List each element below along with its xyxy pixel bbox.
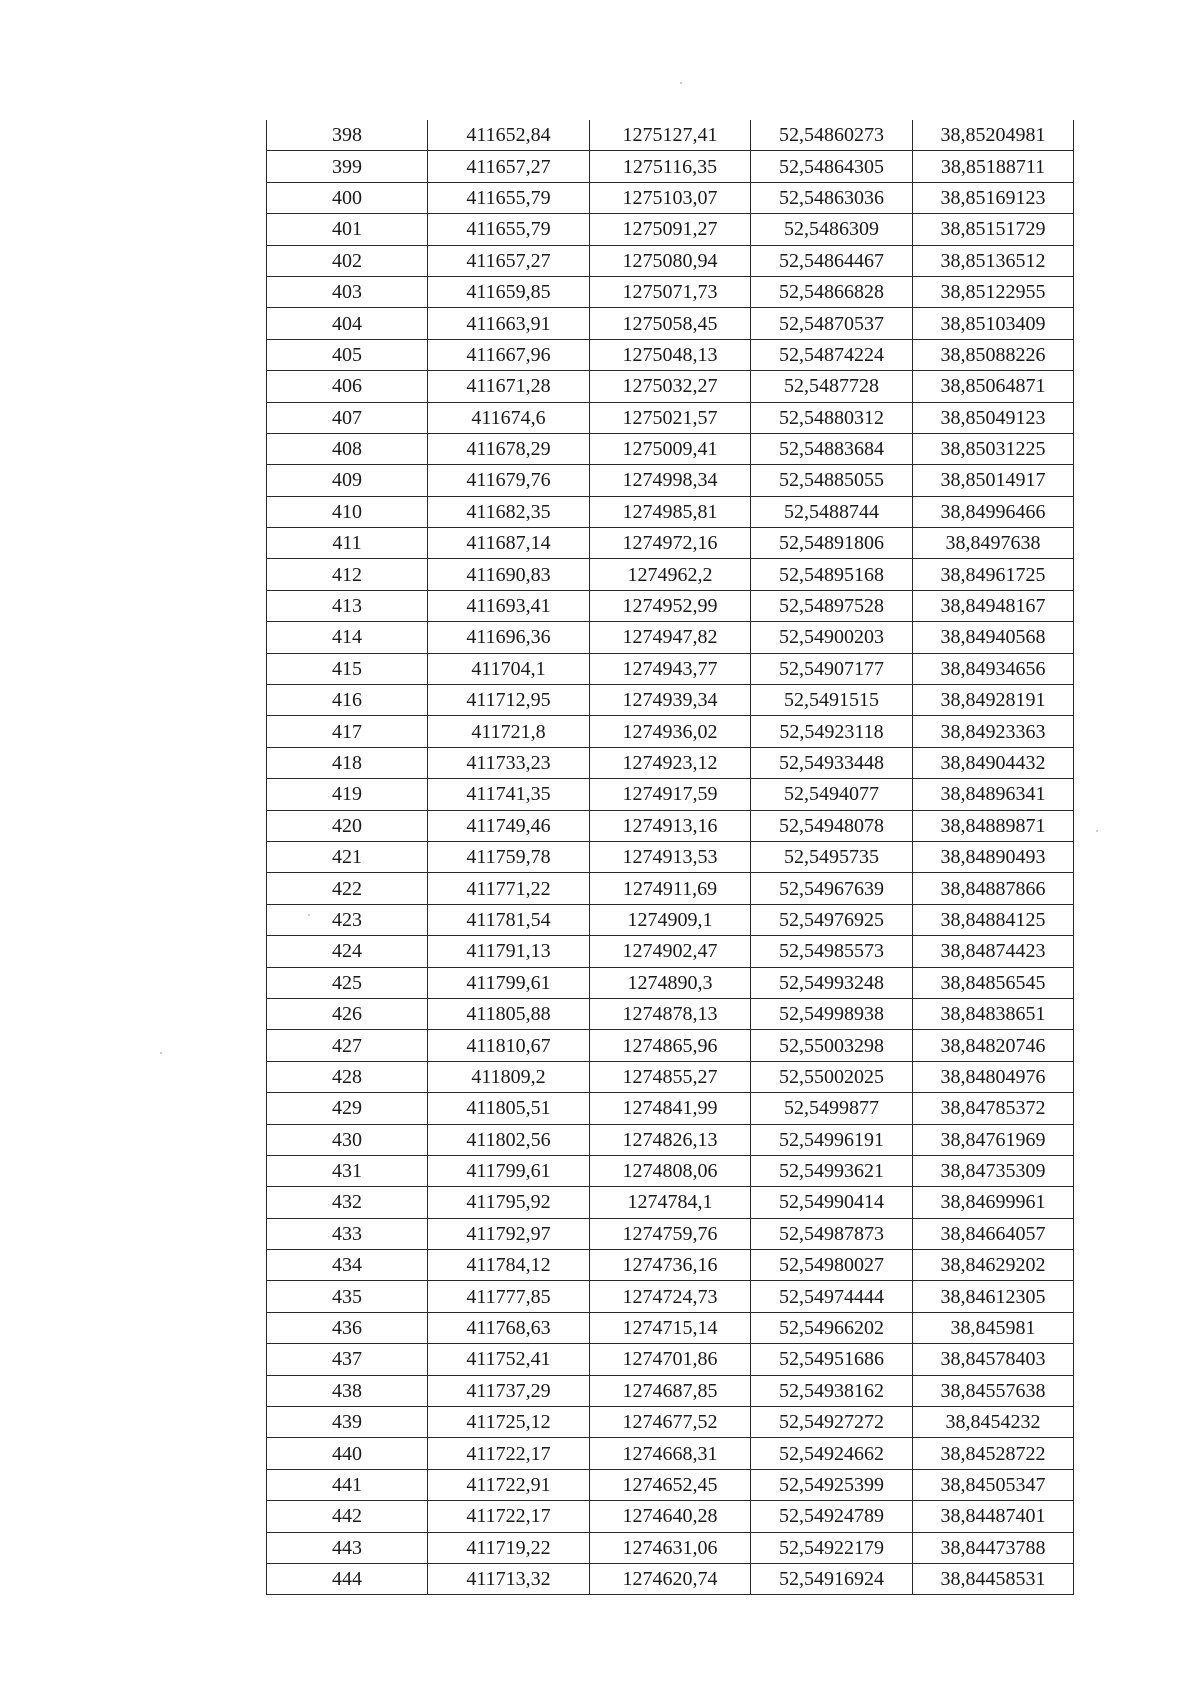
latitude-cell: 52,54998938 [751, 998, 913, 1029]
longitude-cell: 38,84856545 [913, 967, 1074, 998]
longitude-cell: 38,84820746 [913, 1030, 1074, 1061]
latitude-cell: 52,54866828 [751, 276, 913, 307]
point-number-cell: 426 [267, 998, 428, 1029]
x-coordinate-cell: 411771,22 [428, 873, 590, 904]
latitude-cell: 52,54907177 [751, 653, 913, 684]
longitude-cell: 38,85014917 [913, 465, 1074, 496]
point-number-cell: 398 [267, 120, 428, 151]
point-number-cell: 399 [267, 151, 428, 182]
x-coordinate-cell: 411690,83 [428, 559, 590, 590]
table-row [267, 245, 1074, 276]
longitude-cell: 38,84934656 [913, 653, 1074, 684]
latitude-cell: 52,54885055 [751, 465, 913, 496]
latitude-cell: 52,54938162 [751, 1375, 913, 1406]
y-coordinate-cell: 1274841,99 [590, 1093, 751, 1124]
x-coordinate-cell: 411795,92 [428, 1187, 590, 1218]
latitude-cell: 52,54924662 [751, 1438, 913, 1469]
y-coordinate-cell: 1274943,77 [590, 653, 751, 684]
longitude-cell: 38,84804976 [913, 1061, 1074, 1092]
longitude-cell: 38,84896341 [913, 779, 1074, 810]
latitude-cell: 52,54933448 [751, 747, 913, 778]
y-coordinate-cell: 1274998,34 [590, 465, 751, 496]
table-row [267, 1093, 1074, 1124]
x-coordinate-cell: 411752,41 [428, 1344, 590, 1375]
point-number-cell: 406 [267, 371, 428, 402]
longitude-cell: 38,84487401 [913, 1501, 1074, 1532]
point-number-cell: 424 [267, 936, 428, 967]
y-coordinate-cell: 1275091,27 [590, 214, 751, 245]
table-row [267, 1155, 1074, 1186]
point-number-cell: 413 [267, 590, 428, 621]
x-coordinate-cell: 411805,88 [428, 998, 590, 1029]
x-coordinate-cell: 411741,35 [428, 779, 590, 810]
x-coordinate-cell: 411777,85 [428, 1281, 590, 1312]
table-row [267, 1563, 1074, 1594]
table-row [267, 590, 1074, 621]
point-number-cell: 438 [267, 1375, 428, 1406]
point-number-cell: 427 [267, 1030, 428, 1061]
x-coordinate-cell: 411722,91 [428, 1469, 590, 1500]
table-row [267, 936, 1074, 967]
x-coordinate-cell: 411667,96 [428, 339, 590, 370]
table-row [267, 1469, 1074, 1500]
table-row [267, 998, 1074, 1029]
longitude-cell: 38,8497638 [913, 528, 1074, 559]
point-number-cell: 441 [267, 1469, 428, 1500]
point-number-cell: 418 [267, 747, 428, 778]
x-coordinate-cell: 411784,12 [428, 1250, 590, 1281]
x-coordinate-cell: 411733,23 [428, 747, 590, 778]
scan-speck [1096, 830, 1098, 832]
y-coordinate-cell: 1274913,16 [590, 810, 751, 841]
longitude-cell: 38,85103409 [913, 308, 1074, 339]
point-number-cell: 411 [267, 528, 428, 559]
table-row [267, 214, 1074, 245]
point-number-cell: 409 [267, 465, 428, 496]
x-coordinate-cell: 411799,61 [428, 1155, 590, 1186]
latitude-cell: 52,54883684 [751, 433, 913, 464]
table-row [267, 873, 1074, 904]
point-number-cell: 442 [267, 1501, 428, 1532]
table-row [267, 465, 1074, 496]
point-number-cell: 421 [267, 841, 428, 872]
table-row [267, 402, 1074, 433]
table-row [267, 496, 1074, 527]
table-row [267, 1407, 1074, 1438]
latitude-cell: 52,54895168 [751, 559, 913, 590]
point-number-cell: 440 [267, 1438, 428, 1469]
point-number-cell: 401 [267, 214, 428, 245]
x-coordinate-cell: 411704,1 [428, 653, 590, 684]
point-number-cell: 436 [267, 1312, 428, 1343]
y-coordinate-cell: 1274784,1 [590, 1187, 751, 1218]
x-coordinate-cell: 411679,76 [428, 465, 590, 496]
coordinates-table [266, 120, 1074, 1595]
latitude-cell: 52,54951686 [751, 1344, 913, 1375]
latitude-cell: 52,54993248 [751, 967, 913, 998]
longitude-cell: 38,84940568 [913, 622, 1074, 653]
point-number-cell: 433 [267, 1218, 428, 1249]
point-number-cell: 420 [267, 810, 428, 841]
longitude-cell: 38,84948167 [913, 590, 1074, 621]
longitude-cell: 38,84664057 [913, 1218, 1074, 1249]
x-coordinate-cell: 411663,91 [428, 308, 590, 339]
point-number-cell: 430 [267, 1124, 428, 1155]
point-number-cell: 435 [267, 1281, 428, 1312]
y-coordinate-cell: 1274826,13 [590, 1124, 751, 1155]
y-coordinate-cell: 1274890,3 [590, 967, 751, 998]
x-coordinate-cell: 411737,29 [428, 1375, 590, 1406]
y-coordinate-cell: 1275032,27 [590, 371, 751, 402]
longitude-cell: 38,845981 [913, 1312, 1074, 1343]
longitude-cell: 38,85064871 [913, 371, 1074, 402]
y-coordinate-cell: 1275058,45 [590, 308, 751, 339]
longitude-cell: 38,85122955 [913, 276, 1074, 307]
table-row [267, 1501, 1074, 1532]
x-coordinate-cell: 411781,54 [428, 904, 590, 935]
point-number-cell: 431 [267, 1155, 428, 1186]
x-coordinate-cell: 411657,27 [428, 151, 590, 182]
point-number-cell: 414 [267, 622, 428, 653]
longitude-cell: 38,84699961 [913, 1187, 1074, 1218]
x-coordinate-cell: 411805,51 [428, 1093, 590, 1124]
longitude-cell: 38,85204981 [913, 120, 1074, 151]
point-number-cell: 429 [267, 1093, 428, 1124]
table-row [267, 433, 1074, 464]
latitude-cell: 52,54922179 [751, 1532, 913, 1563]
x-coordinate-cell: 411725,12 [428, 1407, 590, 1438]
y-coordinate-cell: 1274855,27 [590, 1061, 751, 1092]
point-number-cell: 408 [267, 433, 428, 464]
y-coordinate-cell: 1274724,73 [590, 1281, 751, 1312]
y-coordinate-cell: 1274962,2 [590, 559, 751, 590]
y-coordinate-cell: 1274808,06 [590, 1155, 751, 1186]
y-coordinate-cell: 1275048,13 [590, 339, 751, 370]
scan-speck [680, 82, 682, 84]
table-row [267, 308, 1074, 339]
longitude-cell: 38,85151729 [913, 214, 1074, 245]
y-coordinate-cell: 1274701,86 [590, 1344, 751, 1375]
longitude-cell: 38,85088226 [913, 339, 1074, 370]
table-row [267, 810, 1074, 841]
table-row [267, 1532, 1074, 1563]
longitude-cell: 38,84578403 [913, 1344, 1074, 1375]
latitude-cell: 52,54993621 [751, 1155, 913, 1186]
y-coordinate-cell: 1274759,76 [590, 1218, 751, 1249]
y-coordinate-cell: 1274923,12 [590, 747, 751, 778]
longitude-cell: 38,84473788 [913, 1532, 1074, 1563]
x-coordinate-cell: 411712,95 [428, 685, 590, 716]
latitude-cell: 52,5499877 [751, 1093, 913, 1124]
longitude-cell: 38,85169123 [913, 182, 1074, 213]
point-number-cell: 425 [267, 967, 428, 998]
longitude-cell: 38,84735309 [913, 1155, 1074, 1186]
longitude-cell: 38,84505347 [913, 1469, 1074, 1500]
latitude-cell: 52,54985573 [751, 936, 913, 967]
y-coordinate-cell: 1274715,14 [590, 1312, 751, 1343]
x-coordinate-cell: 411722,17 [428, 1438, 590, 1469]
longitude-cell: 38,84923363 [913, 716, 1074, 747]
longitude-cell: 38,84761969 [913, 1124, 1074, 1155]
table-row [267, 528, 1074, 559]
longitude-cell: 38,84612305 [913, 1281, 1074, 1312]
longitude-cell: 38,84884125 [913, 904, 1074, 935]
latitude-cell: 52,54966202 [751, 1312, 913, 1343]
table-row [267, 151, 1074, 182]
latitude-cell: 52,5488744 [751, 496, 913, 527]
latitude-cell: 52,5494077 [751, 779, 913, 810]
latitude-cell: 52,54924789 [751, 1501, 913, 1532]
latitude-cell: 52,55003298 [751, 1030, 913, 1061]
y-coordinate-cell: 1274736,16 [590, 1250, 751, 1281]
longitude-cell: 38,84887866 [913, 873, 1074, 904]
x-coordinate-cell: 411810,67 [428, 1030, 590, 1061]
y-coordinate-cell: 1274620,74 [590, 1563, 751, 1594]
point-number-cell: 422 [267, 873, 428, 904]
table-row [267, 1061, 1074, 1092]
point-number-cell: 437 [267, 1344, 428, 1375]
y-coordinate-cell: 1275103,07 [590, 182, 751, 213]
point-number-cell: 403 [267, 276, 428, 307]
latitude-cell: 52,54916924 [751, 1563, 913, 1594]
x-coordinate-cell: 411722,17 [428, 1501, 590, 1532]
longitude-cell: 38,84557638 [913, 1375, 1074, 1406]
table-row [267, 967, 1074, 998]
latitude-cell: 52,54967639 [751, 873, 913, 904]
longitude-cell: 38,84458531 [913, 1563, 1074, 1594]
point-number-cell: 405 [267, 339, 428, 370]
point-number-cell: 432 [267, 1187, 428, 1218]
y-coordinate-cell: 1274902,47 [590, 936, 751, 967]
y-coordinate-cell: 1274985,81 [590, 496, 751, 527]
table-row [267, 1312, 1074, 1343]
latitude-cell: 52,54996191 [751, 1124, 913, 1155]
latitude-cell: 52,54874224 [751, 339, 913, 370]
x-coordinate-cell: 411799,61 [428, 967, 590, 998]
longitude-cell: 38,8454232 [913, 1407, 1074, 1438]
x-coordinate-cell: 411792,97 [428, 1218, 590, 1249]
longitude-cell: 38,84528722 [913, 1438, 1074, 1469]
table-row [267, 1187, 1074, 1218]
y-coordinate-cell: 1274913,53 [590, 841, 751, 872]
table-row [267, 1124, 1074, 1155]
point-number-cell: 443 [267, 1532, 428, 1563]
x-coordinate-cell: 411655,79 [428, 214, 590, 245]
x-coordinate-cell: 411809,2 [428, 1061, 590, 1092]
scan-speck [160, 1052, 162, 1054]
longitude-cell: 38,85188711 [913, 151, 1074, 182]
y-coordinate-cell: 1274939,34 [590, 685, 751, 716]
point-number-cell: 428 [267, 1061, 428, 1092]
point-number-cell: 417 [267, 716, 428, 747]
table-row [267, 747, 1074, 778]
x-coordinate-cell: 411802,56 [428, 1124, 590, 1155]
x-coordinate-cell: 411759,78 [428, 841, 590, 872]
x-coordinate-cell: 411659,85 [428, 276, 590, 307]
x-coordinate-cell: 411687,14 [428, 528, 590, 559]
y-coordinate-cell: 1275127,41 [590, 120, 751, 151]
table-row [267, 1438, 1074, 1469]
latitude-cell: 52,54927272 [751, 1407, 913, 1438]
table-row [267, 1281, 1074, 1312]
y-coordinate-cell: 1274952,99 [590, 590, 751, 621]
point-number-cell: 434 [267, 1250, 428, 1281]
latitude-cell: 52,54864305 [751, 151, 913, 182]
point-number-cell: 402 [267, 245, 428, 276]
point-number-cell: 419 [267, 779, 428, 810]
table-row [267, 559, 1074, 590]
y-coordinate-cell: 1274909,1 [590, 904, 751, 935]
y-coordinate-cell: 1274865,96 [590, 1030, 751, 1061]
x-coordinate-cell: 411768,63 [428, 1312, 590, 1343]
point-number-cell: 415 [267, 653, 428, 684]
x-coordinate-cell: 411671,28 [428, 371, 590, 402]
longitude-cell: 38,85136512 [913, 245, 1074, 276]
latitude-cell: 52,54860273 [751, 120, 913, 151]
latitude-cell: 52,54980027 [751, 1250, 913, 1281]
point-number-cell: 407 [267, 402, 428, 433]
x-coordinate-cell: 411655,79 [428, 182, 590, 213]
latitude-cell: 52,54863036 [751, 182, 913, 213]
latitude-cell: 52,54900203 [751, 622, 913, 653]
table-row [267, 1250, 1074, 1281]
longitude-cell: 38,84961725 [913, 559, 1074, 590]
longitude-cell: 38,84838651 [913, 998, 1074, 1029]
x-coordinate-cell: 411682,35 [428, 496, 590, 527]
table-row [267, 685, 1074, 716]
latitude-cell: 52,54925399 [751, 1469, 913, 1500]
x-coordinate-cell: 411791,13 [428, 936, 590, 967]
latitude-cell: 52,54864467 [751, 245, 913, 276]
table-row [267, 120, 1074, 151]
table-row [267, 339, 1074, 370]
table-row [267, 653, 1074, 684]
table-row [267, 1375, 1074, 1406]
x-coordinate-cell: 411693,41 [428, 590, 590, 621]
table-row [267, 779, 1074, 810]
x-coordinate-cell: 411678,29 [428, 433, 590, 464]
point-number-cell: 412 [267, 559, 428, 590]
y-coordinate-cell: 1274631,06 [590, 1532, 751, 1563]
x-coordinate-cell: 411713,32 [428, 1563, 590, 1594]
y-coordinate-cell: 1274917,59 [590, 779, 751, 810]
y-coordinate-cell: 1275080,94 [590, 245, 751, 276]
y-coordinate-cell: 1275116,35 [590, 151, 751, 182]
latitude-cell: 52,5491515 [751, 685, 913, 716]
latitude-cell: 52,54897528 [751, 590, 913, 621]
latitude-cell: 52,54976925 [751, 904, 913, 935]
latitude-cell: 52,54923118 [751, 716, 913, 747]
table-row [267, 1030, 1074, 1061]
y-coordinate-cell: 1275071,73 [590, 276, 751, 307]
longitude-cell: 38,84889871 [913, 810, 1074, 841]
longitude-cell: 38,84785372 [913, 1093, 1074, 1124]
x-coordinate-cell: 411749,46 [428, 810, 590, 841]
latitude-cell: 52,54948078 [751, 810, 913, 841]
table-row [267, 182, 1074, 213]
latitude-cell: 52,54987873 [751, 1218, 913, 1249]
y-coordinate-cell: 1274677,52 [590, 1407, 751, 1438]
table-row [267, 841, 1074, 872]
longitude-cell: 38,84928191 [913, 685, 1074, 716]
latitude-cell: 52,5495735 [751, 841, 913, 872]
table-row [267, 371, 1074, 402]
longitude-cell: 38,85049123 [913, 402, 1074, 433]
point-number-cell: 410 [267, 496, 428, 527]
y-coordinate-cell: 1274668,31 [590, 1438, 751, 1469]
longitude-cell: 38,85031225 [913, 433, 1074, 464]
latitude-cell: 52,54891806 [751, 528, 913, 559]
y-coordinate-cell: 1274911,69 [590, 873, 751, 904]
point-number-cell: 439 [267, 1407, 428, 1438]
coordinates-table-body [267, 120, 1074, 1595]
x-coordinate-cell: 411721,8 [428, 716, 590, 747]
latitude-cell: 52,54880312 [751, 402, 913, 433]
point-number-cell: 444 [267, 1563, 428, 1594]
latitude-cell: 52,55002025 [751, 1061, 913, 1092]
table-row [267, 904, 1074, 935]
y-coordinate-cell: 1274936,02 [590, 716, 751, 747]
y-coordinate-cell: 1274687,85 [590, 1375, 751, 1406]
y-coordinate-cell: 1275009,41 [590, 433, 751, 464]
latitude-cell: 52,54974444 [751, 1281, 913, 1312]
table-row [267, 716, 1074, 747]
latitude-cell: 52,5487728 [751, 371, 913, 402]
y-coordinate-cell: 1274640,28 [590, 1501, 751, 1532]
longitude-cell: 38,84890493 [913, 841, 1074, 872]
longitude-cell: 38,84996466 [913, 496, 1074, 527]
table-row [267, 1218, 1074, 1249]
x-coordinate-cell: 411657,27 [428, 245, 590, 276]
point-number-cell: 400 [267, 182, 428, 213]
table-row [267, 276, 1074, 307]
latitude-cell: 52,54990414 [751, 1187, 913, 1218]
table-row [267, 622, 1074, 653]
x-coordinate-cell: 411719,22 [428, 1532, 590, 1563]
y-coordinate-cell: 1275021,57 [590, 402, 751, 433]
y-coordinate-cell: 1274652,45 [590, 1469, 751, 1500]
x-coordinate-cell: 411652,84 [428, 120, 590, 151]
point-number-cell: 423 [267, 904, 428, 935]
latitude-cell: 52,54870537 [751, 308, 913, 339]
longitude-cell: 38,84874423 [913, 936, 1074, 967]
x-coordinate-cell: 411674,6 [428, 402, 590, 433]
table-row [267, 1344, 1074, 1375]
y-coordinate-cell: 1274972,16 [590, 528, 751, 559]
latitude-cell: 52,5486309 [751, 214, 913, 245]
longitude-cell: 38,84904432 [913, 747, 1074, 778]
longitude-cell: 38,84629202 [913, 1250, 1074, 1281]
y-coordinate-cell: 1274878,13 [590, 998, 751, 1029]
y-coordinate-cell: 1274947,82 [590, 622, 751, 653]
point-number-cell: 404 [267, 308, 428, 339]
point-number-cell: 416 [267, 685, 428, 716]
x-coordinate-cell: 411696,36 [428, 622, 590, 653]
